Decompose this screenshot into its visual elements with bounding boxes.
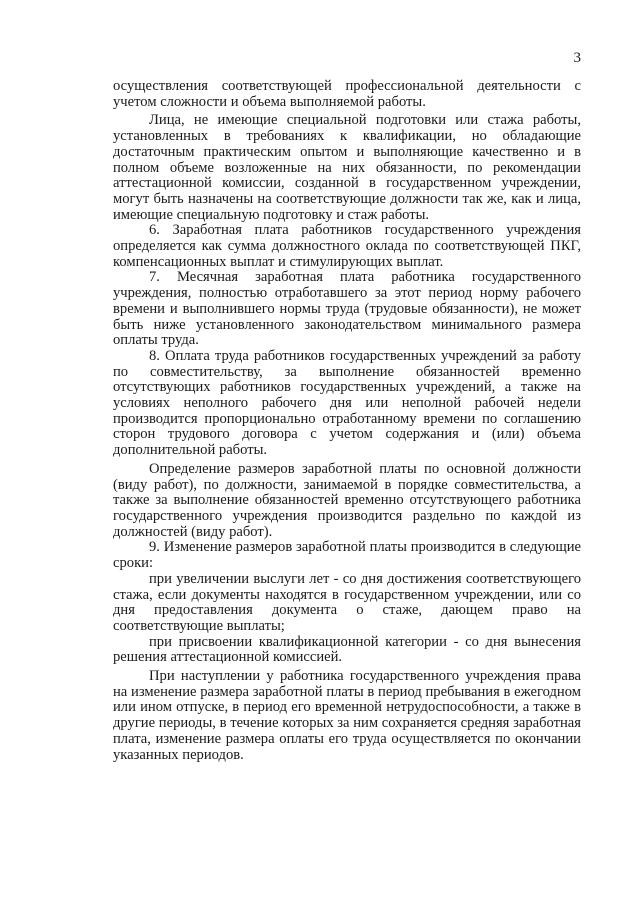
paragraph-continuation: осуществления соответствующей профессиональной деятельности с учетом сложности и объема выполняемой работы.: [113, 78, 581, 110]
paragraph-item-6: 6. Заработная плата работников государственного учреждения определяется как сумма должностного оклада по соответствующей ПКГ, компенсационных выплат и стимулирующих выплат.: [113, 222, 581, 270]
paragraph-change-during-leave: При наступлении у работника государственного учреждения права на изменение размера заработной платы в период пребывания в ежегодном или ином отпуске, в период его временной нетрудоспособности, а также в другие периоды, в течение которых за ним сохраняется средняя заработная плата, изменение размера оплаты его труда осуществляется по окончании указанных периодов.: [113, 668, 581, 763]
page-number: 3: [573, 50, 581, 66]
document-body: [113, 79, 581, 763]
paragraph-item-9: 9. Изменение размеров заработной платы производится в следующие сроки:: [113, 539, 581, 572]
paragraph-salary-determination: Определение размеров заработной платы по основной должности (виду работ), по должности, занимаемой в порядке совместительства, а также за выполнение обязанностей временно отсутствующего работника государственного учреждения производится раздельно по каждой из должностей (виду работ).: [113, 460, 581, 540]
paragraph-seniority-increase: при увеличении выслуги лет - со дня достижения соответствующего стажа, если документы находятся в государственном учреждении, или со дня предоставления документа о стаже, дающем право на соответствующие выплаты;: [113, 570, 581, 634]
paragraph-item-7: 7. Месячная заработная плата работника государственного учреждения, полностью отработавшего за этот период норму рабочего времени и выполнившего нормы труда (трудовые обязанности), не может быть ниже установленного законодательством минимального размера оплаты труда.: [113, 269, 581, 349]
paragraph-unqualified-persons: Лица, не имеющие специальной подготовки или стажа работы, установленных в требованиях к квалификации, но обладающие достаточным практическим опытом и выполняющие качественно и в полном объеме возложенные на них обязанности, по рекомендации аттестационной комиссии, созданной в государственном учреждении, могут быть назначены на соответствующие должности так же, как и лица, имеющие специальную подготовку и стаж работы.: [113, 112, 581, 223]
paragraph-item-8: 8. Оплата труда работников государственных учреждений за работу по совместительству, за выполнение обязанностей временно отсутствующих работников государственных учреждений, а также на условиях неполного рабочего дня или неполной рабочей недели производится пропорционально отработанному времени по соглашению сторон трудового договора с учетом содержания и (или) объема дополнительной работы.: [113, 347, 581, 459]
paragraph-qualification-category: при присвоении квалификационной категории - со дня вынесения решения аттестационной комиссией.: [113, 633, 581, 666]
